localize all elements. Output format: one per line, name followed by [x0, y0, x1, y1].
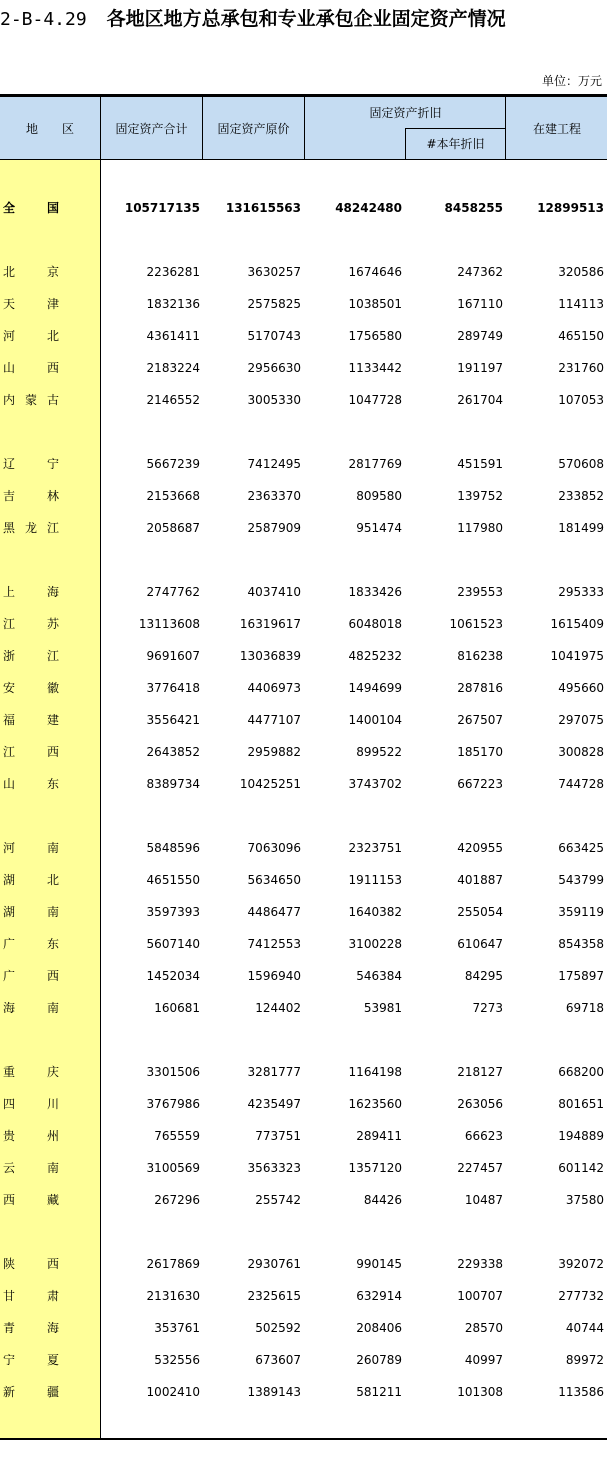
value-original: 4477107 — [247, 713, 301, 727]
value-original: 4406973 — [247, 681, 301, 695]
value-total: 3597393 — [146, 905, 200, 919]
value-depreciation: 990145 — [356, 1257, 402, 1271]
value-construction: 295333 — [558, 585, 604, 599]
header-total: 固定资产合计 — [115, 121, 188, 136]
table-row — [0, 864, 607, 896]
value-this-year: 191197 — [457, 361, 503, 375]
value-this-year: 420955 — [457, 841, 503, 855]
header-divider — [202, 97, 203, 159]
table-row — [0, 1088, 607, 1120]
value-this-year: 610647 — [457, 937, 503, 951]
value-this-year: 84295 — [464, 969, 503, 983]
value-construction: 495660 — [558, 681, 604, 695]
value-original: 16319617 — [239, 617, 301, 631]
value-depreciation: 951474 — [356, 521, 402, 535]
value-depreciation: 208406 — [356, 1321, 402, 1335]
table-row — [0, 1056, 607, 1088]
table-row — [0, 1280, 607, 1312]
value-depreciation: 581211 — [356, 1385, 402, 1399]
value-this-year: 101308 — [457, 1385, 503, 1399]
value-depreciation: 1494699 — [348, 681, 402, 695]
page-title — [0, 6, 506, 32]
value-this-year: 10487 — [464, 1193, 503, 1207]
value-total: 5607140 — [146, 937, 200, 951]
table-row — [0, 960, 607, 992]
table-header — [0, 97, 607, 160]
unit-label: 单位：万元 — [541, 74, 602, 88]
region-name: 福 建 — [3, 713, 59, 727]
value-this-year: 40997 — [464, 1353, 503, 1367]
table-row — [0, 896, 607, 928]
value-total: 1002410 — [146, 1385, 200, 1399]
value-original: 3630257 — [247, 265, 301, 279]
value-depreciation: 1833426 — [348, 585, 402, 599]
value-depreciation: 260789 — [356, 1353, 402, 1367]
value-original: 10425251 — [239, 777, 301, 791]
value-total: 105717135 — [124, 201, 200, 215]
value-depreciation: 1756580 — [348, 329, 402, 343]
table-row — [0, 352, 607, 384]
value-total: 267296 — [154, 1193, 200, 1207]
value-original: 2325615 — [247, 1289, 301, 1303]
region-name: 甘 肃 — [3, 1289, 59, 1303]
region-name: 湖 南 — [3, 905, 59, 919]
value-original: 124402 — [255, 1001, 301, 1015]
value-construction: 668200 — [558, 1065, 604, 1079]
header-region: 地 区 — [25, 121, 74, 136]
value-this-year: 1061523 — [449, 617, 503, 631]
value-this-year: 100707 — [457, 1289, 503, 1303]
region-name: 黑龙江 — [3, 521, 59, 535]
header-subrule — [405, 128, 506, 129]
table-code: 2-B-4.29 — [0, 9, 87, 30]
value-this-year: 667223 — [457, 777, 503, 791]
value-total: 5667239 — [146, 457, 200, 471]
value-total: 2058687 — [146, 521, 200, 535]
value-depreciation: 2323751 — [348, 841, 402, 855]
value-this-year: 167110 — [457, 297, 503, 311]
table-row — [0, 256, 607, 288]
value-this-year: 261704 — [457, 393, 503, 407]
value-depreciation: 1623560 — [348, 1097, 402, 1111]
value-this-year: 401887 — [457, 873, 503, 887]
header-depreciation: 固定资产折旧 — [369, 106, 442, 120]
region-name: 山 东 — [3, 777, 59, 791]
value-original: 7063096 — [247, 841, 301, 855]
value-total: 3556421 — [146, 713, 200, 727]
value-depreciation: 53981 — [363, 1001, 402, 1015]
value-total: 13113608 — [138, 617, 200, 631]
value-depreciation: 1400104 — [348, 713, 402, 727]
value-construction: 465150 — [558, 329, 604, 343]
value-original: 3563323 — [247, 1161, 301, 1175]
value-original: 4037410 — [247, 585, 301, 599]
value-total: 4651550 — [146, 873, 200, 887]
table-row — [0, 1152, 607, 1184]
value-original: 2930761 — [247, 1257, 301, 1271]
value-this-year: 239553 — [457, 585, 503, 599]
region-name: 安 徽 — [3, 681, 59, 695]
region-name: 全 国 — [3, 201, 59, 215]
value-depreciation: 546384 — [356, 969, 402, 983]
region-name: 天 津 — [3, 297, 59, 311]
table-row — [0, 736, 607, 768]
region-name: 上 海 — [3, 585, 59, 599]
region-name: 广 西 — [3, 969, 59, 983]
region-name: 辽 宁 — [3, 457, 59, 471]
value-construction: 12899513 — [537, 201, 604, 215]
value-original: 13036839 — [239, 649, 301, 663]
value-this-year: 185170 — [457, 745, 503, 759]
value-depreciation: 6048018 — [348, 617, 402, 631]
value-depreciation: 1164198 — [348, 1065, 402, 1079]
region-name: 宁 夏 — [3, 1353, 59, 1367]
value-original: 2959882 — [247, 745, 301, 759]
value-this-year: 267507 — [457, 713, 503, 727]
value-depreciation: 4825232 — [348, 649, 402, 663]
table-row — [0, 1248, 607, 1280]
table-row — [0, 608, 607, 640]
value-construction: 277732 — [558, 1289, 604, 1303]
value-original: 3281777 — [247, 1065, 301, 1079]
value-depreciation: 1133442 — [348, 361, 402, 375]
value-construction: 89972 — [565, 1353, 604, 1367]
value-total: 765559 — [154, 1129, 200, 1143]
value-this-year: 816238 — [457, 649, 503, 663]
region-name: 贵 州 — [3, 1129, 59, 1143]
table-row — [0, 512, 607, 544]
value-construction: 663425 — [558, 841, 604, 855]
value-original: 4486477 — [247, 905, 301, 919]
value-this-year: 66623 — [464, 1129, 503, 1143]
region-name: 山 西 — [3, 361, 59, 375]
value-depreciation: 48242480 — [335, 201, 402, 215]
table-row — [0, 704, 607, 736]
value-construction: 297075 — [558, 713, 604, 727]
value-total: 2236281 — [146, 265, 200, 279]
table-row — [0, 832, 607, 864]
table-row — [0, 320, 607, 352]
value-original: 1389143 — [247, 1385, 301, 1399]
value-construction: 40744 — [565, 1321, 604, 1335]
region-name: 新 疆 — [3, 1385, 59, 1399]
value-original: 7412495 — [247, 457, 301, 471]
value-construction: 231760 — [558, 361, 604, 375]
value-construction: 543799 — [558, 873, 604, 887]
value-total: 1452034 — [146, 969, 200, 983]
value-original: 673607 — [255, 1353, 301, 1367]
region-name: 内蒙古 — [3, 393, 59, 407]
value-original: 2956630 — [247, 361, 301, 375]
value-construction: 113586 — [558, 1385, 604, 1399]
value-total: 3301506 — [146, 1065, 200, 1079]
value-total: 353761 — [154, 1321, 200, 1335]
value-total: 2617869 — [146, 1257, 200, 1271]
value-construction: 37580 — [565, 1193, 604, 1207]
value-total: 5848596 — [146, 841, 200, 855]
value-depreciation: 1038501 — [348, 297, 402, 311]
value-this-year: 7273 — [472, 1001, 503, 1015]
region-name: 吉 林 — [3, 489, 59, 503]
header-divider — [100, 97, 101, 159]
value-construction: 570608 — [558, 457, 604, 471]
value-total: 3776418 — [146, 681, 200, 695]
region-name: 云 南 — [3, 1161, 59, 1175]
value-original: 5634650 — [247, 873, 301, 887]
value-original: 131615563 — [225, 201, 301, 215]
table-row — [0, 1120, 607, 1152]
value-total: 4361411 — [146, 329, 200, 343]
region-name: 湖 北 — [3, 873, 59, 887]
region-name: 青 海 — [3, 1321, 59, 1335]
value-total: 3767986 — [146, 1097, 200, 1111]
region-name: 重 庆 — [3, 1065, 59, 1079]
value-construction: 359119 — [558, 905, 604, 919]
value-depreciation: 1674646 — [348, 265, 402, 279]
value-depreciation: 899522 — [356, 745, 402, 759]
value-depreciation: 1047728 — [348, 393, 402, 407]
region-name: 河 南 — [3, 841, 59, 855]
value-this-year: 287816 — [457, 681, 503, 695]
table-row — [0, 1344, 607, 1376]
table-row — [0, 768, 607, 800]
value-this-year: 139752 — [457, 489, 503, 503]
value-construction: 320586 — [558, 265, 604, 279]
value-total: 8389734 — [146, 777, 200, 791]
value-construction: 181499 — [558, 521, 604, 535]
table-row — [0, 640, 607, 672]
region-name: 海 南 — [3, 1001, 59, 1015]
value-total: 1832136 — [146, 297, 200, 311]
table-row — [0, 384, 607, 416]
table-row — [0, 928, 607, 960]
table-row — [0, 192, 607, 224]
value-this-year: 8458255 — [444, 201, 503, 215]
value-construction: 233852 — [558, 489, 604, 503]
header-construction: 在建工程 — [532, 121, 581, 136]
region-name: 河 北 — [3, 329, 59, 343]
value-total: 2146552 — [146, 393, 200, 407]
region-name: 浙 江 — [3, 649, 59, 663]
value-construction: 801651 — [558, 1097, 604, 1111]
table-row — [0, 672, 607, 704]
value-this-year: 229338 — [457, 1257, 503, 1271]
value-depreciation: 2817769 — [348, 457, 402, 471]
table-row — [0, 1376, 607, 1408]
value-this-year: 227457 — [457, 1161, 503, 1175]
value-this-year: 28570 — [464, 1321, 503, 1335]
table-row — [0, 1312, 607, 1344]
value-original: 773751 — [255, 1129, 301, 1143]
value-depreciation: 289411 — [356, 1129, 402, 1143]
value-original: 3005330 — [247, 393, 301, 407]
value-this-year: 117980 — [457, 521, 503, 535]
table-title: 各地区地方总承包和专业承包企业固定资产情况 — [106, 8, 506, 30]
value-this-year: 451591 — [457, 457, 503, 471]
region-name: 四 川 — [3, 1097, 59, 1111]
value-total: 2153668 — [146, 489, 200, 503]
value-total: 3100569 — [146, 1161, 200, 1175]
header-divider — [304, 97, 305, 159]
value-construction: 69718 — [565, 1001, 604, 1015]
table-row — [0, 992, 607, 1024]
value-original: 2363370 — [247, 489, 301, 503]
value-depreciation: 809580 — [356, 489, 402, 503]
value-construction: 601142 — [558, 1161, 604, 1175]
value-depreciation: 3743702 — [348, 777, 402, 791]
region-name: 广 东 — [3, 937, 59, 951]
table-row — [0, 480, 607, 512]
value-this-year: 289749 — [457, 329, 503, 343]
region-name: 北 京 — [3, 265, 59, 279]
bottom-rule — [0, 1438, 607, 1440]
value-original: 7412553 — [247, 937, 301, 951]
value-total: 532556 — [154, 1353, 200, 1367]
value-total: 9691607 — [146, 649, 200, 663]
header-original: 固定资产原价 — [217, 121, 290, 136]
header-divider — [405, 128, 406, 159]
value-original: 4235497 — [247, 1097, 301, 1111]
value-construction: 744728 — [558, 777, 604, 791]
value-construction: 300828 — [558, 745, 604, 759]
value-this-year: 218127 — [457, 1065, 503, 1079]
value-construction: 392072 — [558, 1257, 604, 1271]
value-original: 2587909 — [247, 521, 301, 535]
value-original: 5170743 — [247, 329, 301, 343]
value-construction: 1615409 — [550, 617, 604, 631]
region-name: 江 苏 — [3, 617, 59, 631]
value-construction: 1041975 — [550, 649, 604, 663]
value-total: 160681 — [154, 1001, 200, 1015]
value-total: 2747762 — [146, 585, 200, 599]
value-depreciation: 1911153 — [348, 873, 402, 887]
region-name: 陕 西 — [3, 1257, 59, 1271]
value-construction: 114113 — [558, 297, 604, 311]
table-row — [0, 288, 607, 320]
table-row — [0, 1184, 607, 1216]
value-this-year: 247362 — [457, 265, 503, 279]
value-construction: 194889 — [558, 1129, 604, 1143]
value-original: 255742 — [255, 1193, 301, 1207]
header-this-year: #本年折旧 — [426, 137, 485, 151]
value-depreciation: 632914 — [356, 1289, 402, 1303]
region-name: 江 西 — [3, 745, 59, 759]
value-depreciation: 1357120 — [348, 1161, 402, 1175]
value-depreciation: 84426 — [363, 1193, 402, 1207]
value-original: 2575825 — [247, 297, 301, 311]
value-this-year: 255054 — [457, 905, 503, 919]
table-row — [0, 448, 607, 480]
value-this-year: 263056 — [457, 1097, 503, 1111]
value-construction: 107053 — [558, 393, 604, 407]
value-total: 2183224 — [146, 361, 200, 375]
value-construction: 175897 — [558, 969, 604, 983]
value-total: 2643852 — [146, 745, 200, 759]
value-depreciation: 1640382 — [348, 905, 402, 919]
value-total: 2131630 — [146, 1289, 200, 1303]
table-row — [0, 576, 607, 608]
region-name: 西 藏 — [3, 1193, 59, 1207]
value-original: 1596940 — [247, 969, 301, 983]
value-depreciation: 3100228 — [348, 937, 402, 951]
value-original: 502592 — [255, 1321, 301, 1335]
value-construction: 854358 — [558, 937, 604, 951]
